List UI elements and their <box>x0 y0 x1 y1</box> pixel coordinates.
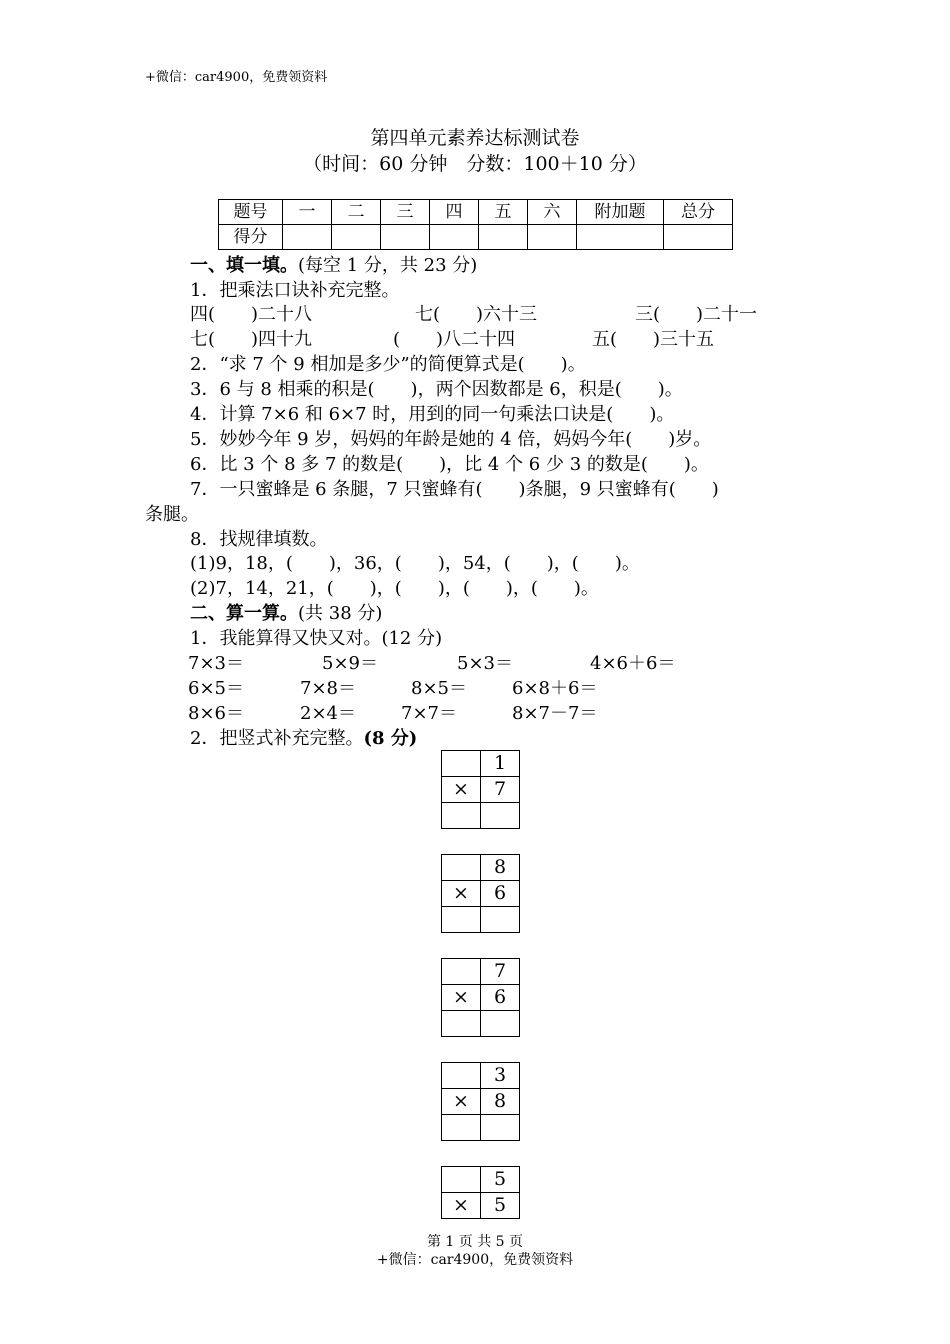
grid-digit: 8 <box>481 1089 520 1115</box>
grid-digit: 3 <box>481 1063 520 1089</box>
score-entry-cell[interactable] <box>528 225 577 250</box>
s2-q1: 1．我能算得又快又对。(12 分) <box>190 628 443 649</box>
calc-item: 4×6＋6＝ <box>590 653 676 674</box>
multiply-sign: × <box>442 1193 481 1219</box>
score-header-cell: 四 <box>430 200 479 225</box>
answer-cell[interactable] <box>442 1115 481 1141</box>
section1-points: (每空 1 分，共 23 分) <box>298 255 478 276</box>
vertical-multiplication-4 <box>441 1062 520 1141</box>
grid-digit: 6 <box>481 985 520 1011</box>
page-title: 第四单元素养达标测试卷 <box>370 127 580 149</box>
score-header-cell: 六 <box>528 200 577 225</box>
vertical-multiplication-3 <box>441 958 520 1037</box>
score-entry-cell[interactable] <box>283 225 332 250</box>
section1-heading-line <box>190 254 477 278</box>
watermark-bottom: +微信：car4900，免费领资料 <box>376 1252 574 1268</box>
page-subtitle: （时间：60 分钟 分数：100＋10 分） <box>303 153 647 175</box>
score-entry-cell[interactable] <box>381 225 430 250</box>
score-header-cell: 一 <box>283 200 332 225</box>
score-header-cell: 附加题 <box>577 200 664 225</box>
answer-cell[interactable] <box>481 803 520 829</box>
score-label-cell: 得分 <box>219 225 283 250</box>
grid-digit: 7 <box>481 777 520 803</box>
grid-digit: 8 <box>481 855 520 881</box>
calc-item: 6×5＝ <box>188 678 244 699</box>
s1-q8: 8．找规律填数。 <box>190 529 328 550</box>
multiply-sign: × <box>442 985 481 1011</box>
s1-q5: 5．妙妙今年 9 岁，妈妈的年龄是她的 4 倍，妈妈今年( )岁。 <box>190 429 712 450</box>
grid-cell <box>442 959 481 985</box>
calc-item: 6×8＋6＝ <box>512 678 598 699</box>
score-entry-cell[interactable] <box>479 225 528 250</box>
answer-cell[interactable] <box>481 1115 520 1141</box>
multiply-sign: × <box>442 777 481 803</box>
score-header-cell: 总分 <box>664 200 733 225</box>
vertical-multiplication-1 <box>441 750 520 829</box>
grid-digit: 7 <box>481 959 520 985</box>
grid-cell <box>442 751 481 777</box>
grid-cell <box>442 1063 481 1089</box>
s2-q2: 2．把竖式补充完整。 <box>190 728 364 749</box>
score-entry-cell[interactable] <box>430 225 479 250</box>
s2-q2-line <box>190 727 417 751</box>
grid-cell <box>442 1167 481 1193</box>
score-entry-cell[interactable] <box>332 225 381 250</box>
vertical-multiplication-5 <box>441 1166 520 1219</box>
calc-item: 5×3＝ <box>457 653 513 674</box>
answer-cell[interactable] <box>481 907 520 933</box>
score-table <box>218 199 733 250</box>
grid-cell <box>442 855 481 881</box>
s1-q7-cont: 条腿。 <box>145 504 199 525</box>
s2-q2-points: (8 分) <box>363 728 418 749</box>
score-entry-cell[interactable] <box>577 225 664 250</box>
s1-q8-2: (2)7，14，21，( )，( )，( )，( )。 <box>190 578 599 599</box>
s1-q3: 3．6 与 8 相乘的积是( )，两个因数都是 6，积是( )。 <box>190 379 683 400</box>
grid-digit: 1 <box>481 751 520 777</box>
s1-q1-item: 五( )三十五 <box>592 329 715 350</box>
vertical-multiplication-2 <box>441 854 520 933</box>
score-header-cell: 二 <box>332 200 381 225</box>
calc-item: 8×5＝ <box>411 678 467 699</box>
answer-cell[interactable] <box>481 1011 520 1037</box>
grid-digit: 5 <box>481 1167 520 1193</box>
score-header-cell: 题号 <box>219 200 283 225</box>
score-table-header-row <box>219 200 733 225</box>
section2-heading-line <box>190 602 382 626</box>
calc-item: 8×7－7＝ <box>512 703 598 724</box>
multiply-sign: × <box>442 881 481 907</box>
s1-q4: 4．计算 7×6 和 6×7 时，用到的同一句乘法口诀是( )。 <box>190 404 675 425</box>
s1-q1-item: 三( )二十一 <box>635 304 758 325</box>
calc-item: 5×9＝ <box>322 653 378 674</box>
s1-q7: 7．一只蜜蜂是 6 条腿，7 只蜜蜂有( )条腿，9 只蜜蜂有( ) <box>190 479 719 500</box>
s1-q6: 6．比 3 个 8 多 7 的数是( )，比 4 个 6 少 3 的数是( )。 <box>190 454 709 475</box>
s1-q2: 2．“求 7 个 9 相加是多少”的简便算式是( )。 <box>190 354 586 375</box>
watermark-top: +微信：car4900，免费领资料 <box>145 70 328 85</box>
section1-heading: 一、填一填。 <box>190 255 298 276</box>
s1-q8-1: (1)9，18，( )，36，( )，54，( )，( )。 <box>190 553 640 574</box>
s1-q1-item: 四( )二十八 <box>190 304 313 325</box>
s1-q1-item: 七( )四十九 <box>190 329 313 350</box>
answer-cell[interactable] <box>442 907 481 933</box>
grid-digit: 6 <box>481 881 520 907</box>
s1-q1: 1．把乘法口诀补充完整。 <box>190 280 400 301</box>
score-header-cell: 五 <box>479 200 528 225</box>
calc-item: 2×4＝ <box>300 703 356 724</box>
score-entry-cell[interactable] <box>664 225 733 250</box>
grid-digit: 5 <box>481 1193 520 1219</box>
section2-heading: 二、算一算。 <box>190 603 298 624</box>
answer-cell[interactable] <box>442 1011 481 1037</box>
calc-item: 7×7＝ <box>401 703 457 724</box>
s1-q1-item: ( )八二十四 <box>393 329 516 350</box>
score-table-score-row <box>219 225 733 250</box>
multiply-sign: × <box>442 1089 481 1115</box>
calc-item: 7×3＝ <box>188 653 244 674</box>
page-number: 第 1 页 共 5 页 <box>426 1234 524 1250</box>
calc-item: 7×8＝ <box>300 678 356 699</box>
section2-points: (共 38 分) <box>298 603 383 624</box>
score-header-cell: 三 <box>381 200 430 225</box>
s1-q1-item: 七( )六十三 <box>415 304 538 325</box>
answer-cell[interactable] <box>442 803 481 829</box>
calc-item: 8×6＝ <box>188 703 244 724</box>
